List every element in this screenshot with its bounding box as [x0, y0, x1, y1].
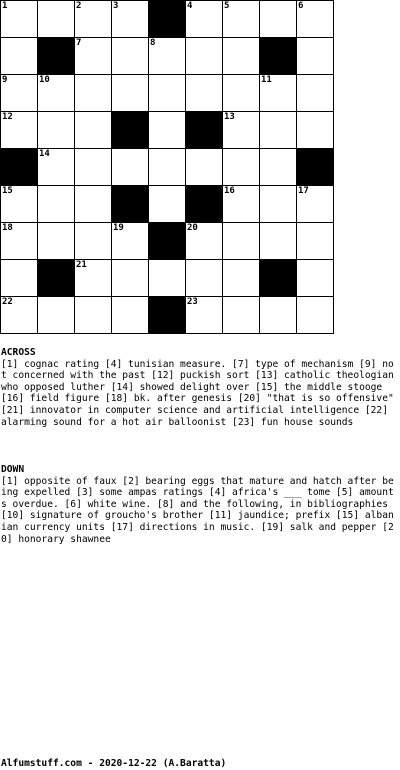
clue-number: 10 [39, 75, 50, 85]
grid-cell[interactable] [297, 112, 334, 149]
black-square [38, 38, 75, 75]
grid-row [1, 112, 334, 149]
across-clues [1, 347, 395, 428]
clue-number: 6 [298, 1, 304, 11]
down-heading: DOWN [1, 464, 25, 475]
black-square [297, 149, 334, 186]
clue-number: 1 [2, 1, 8, 11]
grid-cell[interactable] [297, 223, 334, 260]
grid-cell[interactable] [75, 1, 112, 38]
grid-cell[interactable] [186, 1, 223, 38]
grid-cell[interactable] [38, 186, 75, 223]
grid-cell[interactable] [38, 297, 75, 334]
grid-cell[interactable] [75, 112, 112, 149]
black-square [186, 186, 223, 223]
grid-cell[interactable] [223, 297, 260, 334]
grid-cell[interactable] [149, 186, 186, 223]
grid-cell[interactable] [186, 223, 223, 260]
clue-number: 12 [2, 112, 13, 122]
grid-row [1, 297, 334, 334]
grid-cell[interactable] [260, 112, 297, 149]
grid-cell[interactable] [112, 223, 149, 260]
black-square [260, 38, 297, 75]
grid-row [1, 149, 334, 186]
across-clue-text: [1] cognac rating [4] tunisian measure. [7] type of mechanism [9] not concerned with the past [12] puckish sort [13] catholic theologian who opposed luther [14] showed delight over [15] the middle stooge [16] field figure [18] bk. after genesis [20] "that is so offensive" [21] innovator in computer science and artificial intelligence [22] alarming sound for a hot air balloonist [23] fun house sounds [1, 358, 394, 428]
black-square [149, 297, 186, 334]
grid-cell[interactable] [1, 1, 38, 38]
clue-number: 4 [187, 1, 193, 11]
grid-cell[interactable] [112, 1, 149, 38]
grid-cell[interactable] [1, 186, 38, 223]
grid-cell[interactable] [75, 297, 112, 334]
grid-row [1, 1, 334, 38]
grid-cell[interactable] [186, 149, 223, 186]
crossword-grid [0, 0, 334, 334]
grid-cell[interactable] [1, 297, 38, 334]
grid-cell[interactable] [75, 38, 112, 75]
black-square [260, 260, 297, 297]
grid-row [1, 38, 334, 75]
grid-cell[interactable] [223, 260, 260, 297]
grid-cell[interactable] [260, 297, 297, 334]
clue-number: 18 [2, 223, 13, 233]
grid-cell[interactable] [223, 223, 260, 260]
footer-credit: Alfumstuff.com - 2020-12-22 (A.Baratta) [1, 758, 227, 769]
grid-cell[interactable] [1, 223, 38, 260]
grid-cell[interactable] [38, 112, 75, 149]
grid-cell[interactable] [112, 38, 149, 75]
black-square [112, 112, 149, 149]
clue-number: 3 [113, 1, 119, 11]
black-square [149, 223, 186, 260]
clue-number: 5 [224, 1, 230, 11]
grid-row [1, 260, 334, 297]
clue-number: 22 [2, 297, 13, 307]
grid-cell[interactable] [38, 149, 75, 186]
across-heading: ACROSS [1, 347, 36, 358]
grid-cell[interactable] [223, 186, 260, 223]
clue-number: 8 [150, 38, 156, 48]
grid-cell[interactable] [223, 149, 260, 186]
grid-row [1, 186, 334, 223]
grid-cell[interactable] [297, 38, 334, 75]
clue-number: 14 [39, 149, 50, 159]
grid-cell[interactable] [75, 149, 112, 186]
clue-number: 21 [76, 260, 87, 270]
black-square [1, 149, 38, 186]
down-clues [1, 464, 395, 545]
grid-cell[interactable] [186, 75, 223, 112]
grid-cell[interactable] [186, 38, 223, 75]
grid-cell[interactable] [1, 38, 38, 75]
grid-cell[interactable] [75, 260, 112, 297]
grid-cell[interactable] [38, 75, 75, 112]
clue-number: 2 [76, 1, 82, 11]
clue-number: 9 [2, 75, 8, 85]
grid-cell[interactable] [297, 75, 334, 112]
clue-number: 17 [298, 186, 309, 196]
grid-row [1, 223, 334, 260]
grid-cell[interactable] [149, 38, 186, 75]
clue-number: 16 [224, 186, 235, 196]
grid-cell[interactable] [149, 75, 186, 112]
grid-cell[interactable] [297, 297, 334, 334]
grid-cell[interactable] [112, 149, 149, 186]
grid-cell[interactable] [149, 112, 186, 149]
clue-number: 23 [187, 297, 198, 307]
grid-cell[interactable] [260, 223, 297, 260]
grid-cell[interactable] [112, 260, 149, 297]
grid-cell[interactable] [223, 38, 260, 75]
grid-cell[interactable] [297, 1, 334, 38]
clue-number: 11 [261, 75, 272, 85]
black-square [112, 186, 149, 223]
black-square [38, 260, 75, 297]
grid-cell[interactable] [149, 260, 186, 297]
grid-cell[interactable] [223, 1, 260, 38]
grid-cell[interactable] [75, 186, 112, 223]
grid-cell[interactable] [297, 260, 334, 297]
grid-cell[interactable] [112, 297, 149, 334]
clue-number: 19 [113, 223, 124, 233]
grid-row [1, 75, 334, 112]
grid-cell[interactable] [186, 297, 223, 334]
black-square [149, 1, 186, 38]
grid-cell[interactable] [297, 186, 334, 223]
grid-cell[interactable] [260, 149, 297, 186]
grid-cell[interactable] [112, 75, 149, 112]
grid-cell[interactable] [186, 260, 223, 297]
clue-number: 20 [187, 223, 198, 233]
clue-number: 13 [224, 112, 235, 122]
clue-number: 15 [2, 186, 13, 196]
grid-cell[interactable] [75, 75, 112, 112]
grid-cell[interactable] [38, 223, 75, 260]
grid-cell[interactable] [38, 1, 75, 38]
grid-cell[interactable] [223, 75, 260, 112]
grid-cell[interactable] [260, 186, 297, 223]
grid-cell[interactable] [260, 75, 297, 112]
grid-cell[interactable] [149, 149, 186, 186]
grid-cell[interactable] [223, 112, 260, 149]
grid-cell[interactable] [1, 112, 38, 149]
black-square [186, 112, 223, 149]
grid-cell[interactable] [75, 223, 112, 260]
grid-cell[interactable] [1, 260, 38, 297]
down-clue-text: [1] opposite of faux [2] bearing eggs that mature and hatch after being expelled [3] some ampas ratings [4] africa's ___ tome [5] amounts overdue. [6] white wine. [8] and the following, in bibliographies [10] signature of groucho's brother [11] jaundice; prefix [15] albanian currency units [17] directions in music. [19] salk and pepper [20] honorary shawnee [1, 475, 394, 545]
grid-cell[interactable] [1, 75, 38, 112]
clue-number: 7 [76, 38, 82, 48]
grid-cell[interactable] [260, 1, 297, 38]
